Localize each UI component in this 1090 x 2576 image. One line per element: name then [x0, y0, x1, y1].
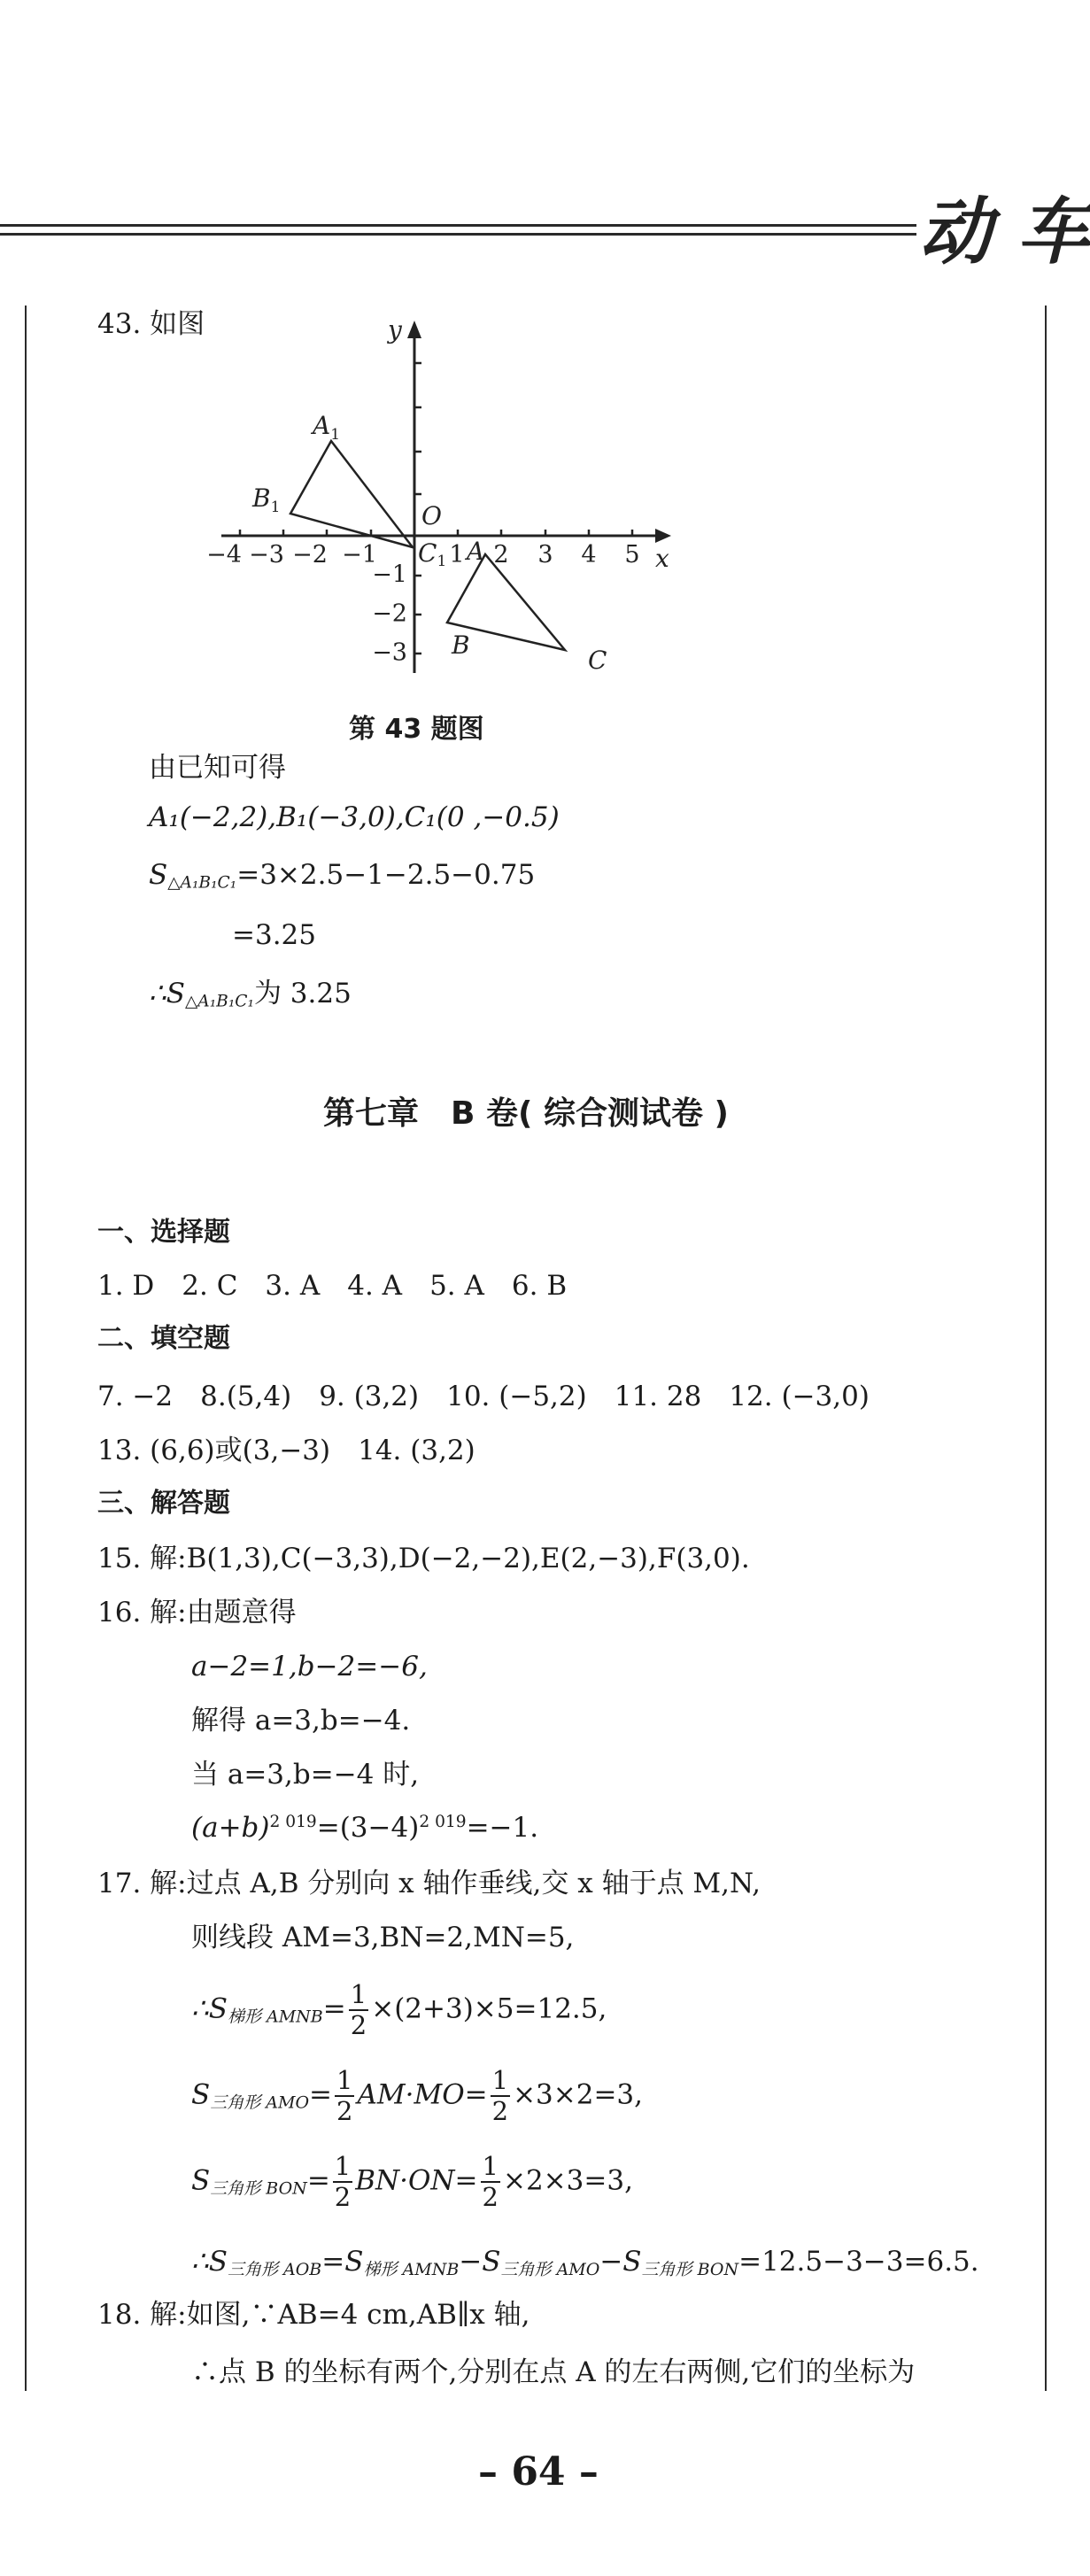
- q43-line4: =3.25: [232, 919, 316, 951]
- sec2-line1: 7. −2 8.(5,4) 9. (3,2) 10. (−5,2) 11. 28 12. (−3,0): [97, 1381, 870, 1412]
- q43-line3: $S_{\triangle A_1B_1C_1}=3\times 2.5-1-2.5-0.75$: [149, 859, 536, 893]
- x-tick-label: 4: [581, 541, 597, 569]
- q16-line4: 当 a=3,b=−4 时,: [191, 1759, 420, 1791]
- right-margin-line: [1045, 306, 1047, 2391]
- sec3-heading: 三、解答题: [97, 1488, 230, 1519]
- q18-line2: ∴点 B 的坐标有两个,分别在点 A 的左右两侧,它们的坐标为: [191, 2356, 916, 2388]
- point-b-label: B: [452, 630, 470, 660]
- fraction-half: $\frac{1}{2}$: [350, 1979, 367, 2040]
- point-c1-label: $C_1$: [418, 538, 447, 570]
- q16-line1: 16. 解:由题意得: [97, 1597, 297, 1628]
- x-tick-label: 3: [537, 541, 553, 569]
- q17-line6: $\therefore S_{三角形 AOB}=S_{梯形 AMNB}-S_{三角形 AMO}-S_{三角形 BON}=12.5-3-3=6.5$.: [191, 2246, 979, 2279]
- left-margin-line: [25, 306, 27, 2391]
- point-a-label: A: [467, 537, 485, 566]
- q16-line3: 解得 a=3,b=−4.: [191, 1705, 411, 1737]
- y-tick-label: −3: [372, 638, 407, 667]
- x-tick-label: 5: [624, 541, 640, 569]
- x-axis-label: x: [655, 544, 669, 573]
- q17-line4: $S_{三角形 AMO}=$ $\frac{1}{2}$ AM·MO= $\frac{1}{2}$ ×3×2=3,: [191, 2065, 644, 2126]
- q43-line5: $\therefore S_{\triangle A_1B_1C_1}$为 3.25: [149, 978, 352, 1011]
- y-axis-label: y: [388, 315, 402, 344]
- header-rule-top: [0, 224, 916, 227]
- y-axis-arrow: [407, 321, 421, 338]
- sec1-heading: 一、选择题: [97, 1217, 230, 1248]
- q17-line5: $S_{三角形 BON}=$ $\frac{1}{2}$ BN·ON= $\frac{1}{2}$ ×2×3=3,: [191, 2151, 633, 2212]
- triangle-a1b1c1: [290, 441, 413, 547]
- q43-line1: 由已知可得: [149, 752, 286, 784]
- q17-line3: $\therefore S_{梯形 AMNB}=$ $\frac{1}{2}$ ×(2+3)×5=12.5,: [191, 1979, 607, 2040]
- x-tick-label: 1: [449, 541, 465, 569]
- q16-line5: $(a+b)^{2 019}=(3-4)^{2 019}=-1$.: [191, 1812, 539, 1844]
- q18-line1: 18. 解:如图,∵AB=4 cm,AB∥x 轴,: [97, 2299, 530, 2331]
- origin-label: O: [421, 501, 442, 530]
- x-tick-label: 2: [493, 541, 509, 569]
- q43-label: 43. 如图: [97, 308, 205, 340]
- x-tick-label: −3: [249, 541, 284, 569]
- q43-line2: A₁(−2,2),B₁(−3,0),C₁(0 ,−0.5): [149, 801, 560, 833]
- q17-line1: 17. 解:过点 A,B 分别向 x 轴作垂线,交 x 轴于点 M,N,: [97, 1868, 761, 1899]
- point-b1-label: $B_1$: [252, 483, 281, 516]
- fraction-half: $\frac{1}{2}$: [482, 2151, 499, 2212]
- chapter-title: 第七章 B 卷( 综合测试卷 ): [323, 1095, 729, 1132]
- fraction-half: $\frac{1}{2}$: [334, 2151, 352, 2212]
- q17-line2: 则线段 AM=3,BN=2,MN=5,: [191, 1922, 575, 1953]
- q43-coordinate-figure: [206, 310, 708, 691]
- sec1-answers: 1. D 2. C 3. A 4. A 5. A 6. B: [97, 1270, 568, 1302]
- x-tick-label: −1: [342, 541, 377, 569]
- header-rule-bottom: [0, 233, 916, 236]
- x-axis-arrow: [655, 529, 671, 543]
- sec2-line2: 13. (6,6)或(3,−3) 14. (3,2): [97, 1435, 475, 1466]
- q16-line2: a−2=1,b−2=−6,: [191, 1651, 428, 1683]
- point-c-label: C: [588, 646, 607, 675]
- q15: 15. 解:B(1,3),C(−3,3),D(−2,−2),E(2,−3),F(3,0).: [97, 1543, 750, 1574]
- header-stylized-title: 动 车: [919, 190, 1090, 275]
- sec2-heading: 二、填空题: [97, 1323, 230, 1354]
- point-a1-label: $A_1$: [313, 411, 341, 444]
- x-tick-label: −2: [292, 541, 328, 569]
- page-number: – 64 –: [478, 2449, 599, 2495]
- figure-caption: 第 43 题图: [349, 714, 484, 745]
- x-tick-label: −4: [206, 541, 242, 569]
- y-tick-label: −2: [372, 600, 407, 628]
- fraction-half: $\frac{1}{2}$: [336, 2065, 353, 2126]
- fraction-half: $\frac{1}{2}$: [491, 2065, 509, 2126]
- y-tick-label: −1: [372, 561, 407, 589]
